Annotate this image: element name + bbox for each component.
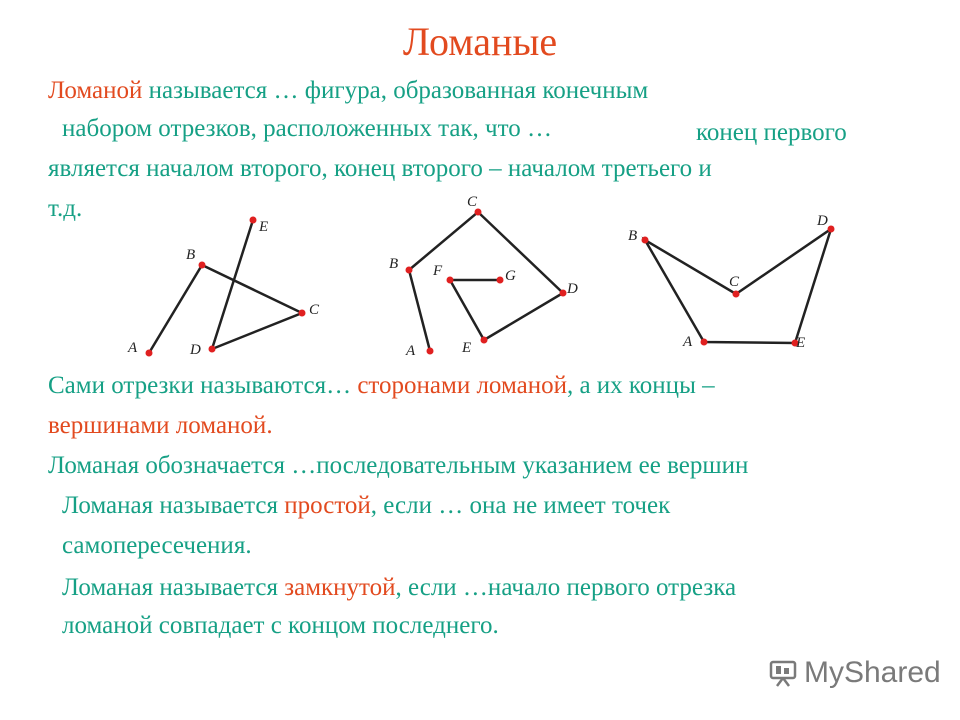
closed-text-2: , если …начало первого отрезка bbox=[395, 574, 737, 601]
sides-text-1: Сами отрезки называются… bbox=[48, 372, 358, 399]
vertex-point bbox=[427, 348, 434, 355]
vertex-label: G bbox=[505, 268, 516, 284]
sides-line-1 bbox=[48, 371, 715, 401]
figure-2 bbox=[389, 194, 578, 359]
definition-text-1: называется … фигура, образованная конечным bbox=[142, 77, 649, 104]
vertex-point bbox=[642, 237, 649, 244]
vertex-label: F bbox=[433, 263, 443, 279]
definition-line-2-answer: конец первого bbox=[696, 119, 847, 146]
closed-line-1 bbox=[62, 573, 736, 603]
vertex-point bbox=[733, 291, 740, 298]
vertex-point bbox=[199, 262, 206, 269]
notation-line: Ломаная обозначается …последовательным указанием ее вершин bbox=[48, 452, 749, 479]
vertex-label: D bbox=[567, 281, 578, 297]
vertex-label: B bbox=[389, 256, 399, 272]
vertex-label: B bbox=[628, 228, 638, 244]
vertex-label: D bbox=[817, 213, 828, 229]
closed-text-1: Ломаная называется bbox=[62, 574, 285, 601]
vertex-point bbox=[560, 290, 567, 297]
vertex-label: E bbox=[796, 335, 806, 351]
definition-line-3: является началом второго, конец второго – началом третьего и bbox=[48, 155, 712, 182]
vertex-label: C bbox=[467, 194, 478, 210]
vertex-point bbox=[406, 267, 413, 274]
vertex-point bbox=[250, 217, 257, 224]
vertex-label: A bbox=[683, 334, 693, 350]
definition-line-4: т.д. bbox=[48, 195, 83, 222]
vertex-label: E bbox=[259, 219, 269, 235]
sides-text-3: . bbox=[266, 412, 273, 439]
simple-text-1: Ломаная называется bbox=[62, 492, 285, 519]
vertex-point bbox=[146, 350, 153, 357]
vertex-label: C bbox=[309, 302, 320, 318]
closed-line-2: ломаной совпадает с концом последнего. bbox=[62, 612, 499, 639]
figure-1 bbox=[127, 217, 320, 359]
vertex-point bbox=[701, 339, 708, 346]
simple-line-2: самопересечения. bbox=[62, 532, 252, 559]
figure-1-polyline bbox=[149, 220, 302, 353]
simple-text-2: , если … она не имеет точек bbox=[370, 492, 671, 519]
simple-line-1 bbox=[62, 491, 670, 521]
term-simple: простой bbox=[284, 492, 371, 519]
presentation-board-icon bbox=[768, 658, 798, 688]
term-vertices: вершинами ломаной bbox=[48, 412, 267, 439]
watermark-logo bbox=[768, 656, 941, 690]
vertex-label: E bbox=[462, 340, 472, 356]
term-sides: сторонами ломаной bbox=[357, 372, 567, 399]
vertex-point bbox=[828, 226, 835, 233]
sides-line-2 bbox=[48, 411, 273, 441]
watermark-text: MyShared bbox=[804, 656, 941, 689]
term-closed: замкнутой bbox=[284, 574, 396, 601]
vertex-label: A bbox=[128, 340, 138, 356]
figure-2-polyline bbox=[409, 212, 563, 351]
vertex-label: C bbox=[729, 274, 740, 290]
vertex-point bbox=[497, 277, 504, 284]
vertex-point bbox=[209, 346, 216, 353]
page-title: Ломаные bbox=[402, 19, 558, 64]
vertex-label: D bbox=[190, 342, 201, 358]
vertex-point bbox=[299, 310, 306, 317]
term-polyline: Ломаной bbox=[48, 77, 143, 104]
definition-line-2: набором отрезков, расположенных так, что … bbox=[62, 115, 552, 142]
vertex-point bbox=[447, 277, 454, 284]
vertex-label: A bbox=[406, 343, 416, 359]
sides-text-2: , а их концы – bbox=[566, 372, 715, 399]
vertex-label: B bbox=[186, 247, 196, 263]
vertex-point bbox=[481, 337, 488, 344]
figure-3 bbox=[628, 213, 835, 351]
